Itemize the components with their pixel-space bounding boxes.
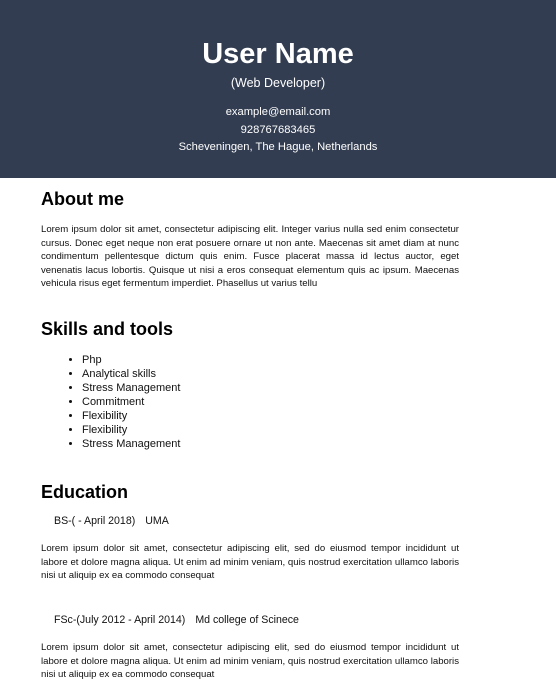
job-title: (Web Developer) (230, 76, 326, 90)
skill-item: • Stress Management (82, 381, 180, 395)
contact-email: example@email.com (225, 106, 331, 118)
user-name: User Name (202, 38, 354, 70)
education-entry-heading (54, 514, 169, 528)
education-entry-heading (54, 613, 299, 627)
resume-header (0, 0, 556, 178)
skill-item: • Commitment (82, 395, 180, 409)
skill-item: • Flexibility (82, 409, 180, 423)
skill-item: • Php (82, 353, 180, 367)
education-institution: UMA (145, 515, 169, 527)
about-heading: About me (41, 189, 124, 209)
skill-item: • Flexibility (82, 423, 180, 437)
skill-item: • Stress Management (82, 437, 180, 451)
skills-heading: Skills and tools (41, 319, 174, 339)
about-text: Lorem ipsum dolor sit amet, consectetur adipiscing elit. Integer varius nulla sed enim consectetur cursus. Donec eget neque non erat posuere ornare ut non ante. Maecenas sit amet diam at nunc condimentum pellentesque dictum quis enim. Fusce placerat massa id lectus auctor, eget venenatis lacus lobortis. Quisque ut nisi a eros consequat elementum quis ac ipsum. Maecenas vehicula risus eget fermentum imperdiet. Phasellus ut varius tellu (41, 224, 459, 289)
education-description: Lorem ipsum dolor sit amet, consectetur adipiscing elit, sed do eiusmod tempor incididunt ut labore et dolore magna aliqua. Ut enim ad minim veniam, quis nostrud exercitation ullamco laboris nisi ut aliquip ex ea commodo consequat (41, 543, 459, 581)
education-description: Lorem ipsum dolor sit amet, consectetur adipiscing elit, sed do eiusmod tempor incididunt ut labore et dolore magna aliqua. Ut enim ad minim veniam, quis nostrud exercitation ullamco laboris nisi ut aliquip ex ea commodo consequat (41, 642, 459, 680)
education-heading: Education (41, 482, 129, 502)
education-institution: Md college of Scinece (195, 614, 299, 626)
contact-phone: 928767683465 (240, 124, 316, 136)
education-degree: BS-( - April 2018) (54, 515, 136, 527)
skills-list (41, 353, 180, 451)
skill-item: • Analytical skills (82, 367, 180, 381)
contact-location: Scheveningen, The Hague, Netherlands (178, 141, 378, 153)
education-degree: FSc-(July 2012 - April 2014) (54, 614, 186, 626)
